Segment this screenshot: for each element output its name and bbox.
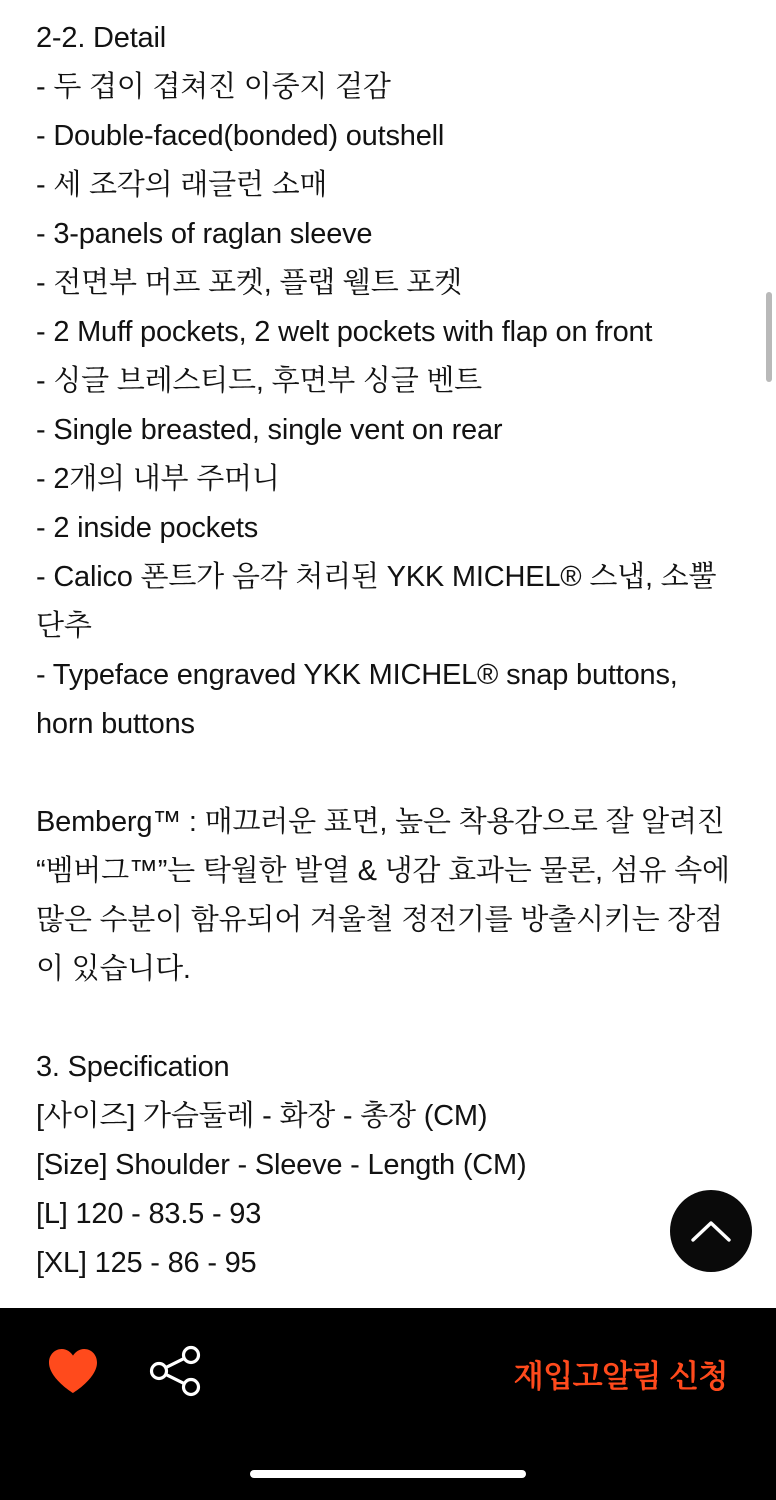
detail-item-snap-buttons-en: - Typeface engraved YKK MICHEL® snap buttons, horn buttons [36, 659, 686, 740]
share-button[interactable] [144, 1342, 206, 1404]
spacer [36, 749, 740, 798]
detail-item: - 싱글 브레스티드, 후면부 싱글 벤트 [36, 365, 482, 397]
spacer [36, 994, 740, 1043]
restock-notify-button[interactable]: 재입고알림 신청 [513, 1358, 728, 1394]
scrollbar-thumb[interactable] [766, 292, 772, 382]
share-icon [148, 1344, 202, 1403]
bemberg-paragraph: Bemberg™ : 매끄러운 표면, 높은 착용감으로 잘 알려진 “벰버그™”는 탁월한 발열 & 냉감 효과는 물론, 섬유 속에 많은 수분이 함유되어 겨울철 정전기를 방출시키는 장점이 있습니다. [36, 806, 738, 985]
detail-item: - 2 Muff pockets, 2 welt pockets with flap on front [36, 316, 653, 348]
detail-item: - 세 조각의 래글런 소매 [36, 169, 328, 201]
chevron-up-icon [690, 1218, 732, 1244]
bottom-action-bar [0, 1308, 776, 1500]
detail-item: - 2 inside pockets [36, 512, 259, 544]
detail-item: - 2개의 내부 주머니 [36, 463, 280, 495]
spec-size-l: [L] 120 - 83.5 - 93 [36, 1198, 262, 1230]
detail-heading: 2-2. Detail [36, 22, 166, 54]
specification-heading: 3. Specification [36, 1051, 230, 1083]
scroll-to-top-button[interactable] [670, 1190, 752, 1272]
spec-size-header-kr: [사이즈] 가슴둘레 - 화장 - 총장 (CM) [36, 1100, 488, 1132]
spec-size-header-en: [Size] Shoulder - Sleeve - Length (CM) [36, 1149, 527, 1181]
detail-item-snap-buttons-kr: - Calico 폰트가 음각 처리된 YKK MICHEL® 스냅, 소뿔 단추 [36, 561, 725, 642]
detail-item: - Double-faced(bonded) outshell [36, 120, 445, 152]
detail-item: - Single breasted, single vent on rear [36, 414, 503, 446]
wishlist-button[interactable] [42, 1342, 104, 1404]
spec-size-xl: [XL] 125 - 86 - 95 [36, 1247, 257, 1279]
heart-icon [46, 1346, 100, 1401]
detail-item: - 3-panels of raglan sleeve [36, 218, 373, 250]
detail-item: - 전면부 머프 포켓, 플랩 웰트 포켓 [36, 267, 463, 299]
home-indicator [250, 1470, 526, 1478]
detail-item: - 두 겹이 겹쳐진 이중지 겉감 [36, 71, 391, 103]
scrollbar[interactable] [766, 292, 772, 382]
